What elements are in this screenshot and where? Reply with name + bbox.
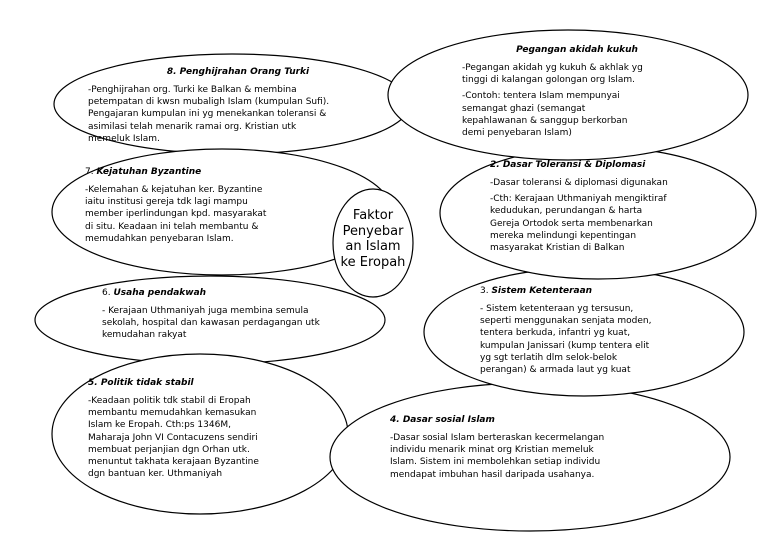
center-label: Faktor Penyebar an Islam ke Eropah bbox=[340, 208, 406, 270]
node-title: 2. Dasar Toleransi & Diplomasi bbox=[490, 160, 646, 170]
node-body: -Pegangan akidah yg kukuh & akhlak yg tinggi di kalangan golongan org Islam. bbox=[462, 63, 643, 86]
node-politik-tidak-stabil bbox=[88, 377, 318, 480]
node-body: -Dasar toleransi & diplomasi digunakan bbox=[490, 178, 668, 189]
node-title-text: Sistem Ketenteraan bbox=[491, 286, 593, 296]
node-title: 5. Politik tidak stabil bbox=[88, 378, 194, 388]
node-number: 3. bbox=[480, 286, 492, 296]
node-number: 7. bbox=[85, 167, 97, 177]
node-body: -Keadaan politik tdk stabil di Eropah membantu memudahkan kemasukan Islam ke Eropah. Cth:ps 1346M, Maharaja John VI Contacuzens sendiri membuat perjanjian dgn Orhan utk. menuntut takhata kerajaan Byzantine dgn bantuan ker. Uthmaniyah bbox=[88, 396, 259, 479]
node-body: - Kerajaan Uthmaniyah juga membina semula sekolah, hospital dan kawasan perdagangan utk kemudahan rakyat bbox=[102, 306, 320, 341]
node-title bbox=[480, 285, 710, 297]
node-sistem-ketenteraan bbox=[480, 285, 710, 376]
node-title: Pegangan akidah kukuh bbox=[516, 45, 638, 55]
node-title-text: Kejatuhan Byzantine bbox=[96, 167, 202, 177]
node-body: -Cth: Kerajaan Uthmaniyah mengiktiraf kedudukan, perundangan & harta Gereja Ortodok serta membenarkan mereka melindungi kepentingan masyarakat Kristian di Balkan bbox=[490, 194, 667, 253]
node-title: 4. Dasar sosial Islam bbox=[390, 415, 495, 425]
node-title bbox=[85, 166, 315, 178]
node-title: 8. Penghijrahan Orang Turki bbox=[166, 67, 310, 77]
node-title bbox=[102, 287, 372, 299]
node-kejatuhan-byzantine bbox=[85, 166, 315, 245]
node-penghijrahan-turki bbox=[88, 66, 388, 145]
node-body: -Penghijrahan org. Turki ke Balkan & membina petempatan di kwsn mubaligh Islam (kumpulan Sufi). Pengajaran kumpulan ini yg menekankan toleransi & asimilasi telah menarik ramai org. Kristian utk memeluk Islam. bbox=[88, 85, 330, 144]
node-body: - Sistem ketenteraan yg tersusun, seperti menggunakan senjata moden, tentera berkuda, infantri yg kuat, kumpulan Janissari (kump tentera elit yg sgt terlatih dlm selok-belok perangan) & armada laut yg kuat bbox=[480, 304, 652, 375]
node-body: -Contoh: tentera Islam mempunyai semangat ghazi (semangat kepahlawanan & sanggup berkorban demi penyebaran Islam) bbox=[462, 91, 628, 138]
node-title-text: Usaha pendakwah bbox=[113, 288, 207, 298]
node-usaha-pendakwah bbox=[102, 287, 372, 342]
node-number: 6. bbox=[102, 288, 114, 298]
node-body: -Dasar sosial Islam berteraskan kecermelangan individu menarik minat org Kristian memeluk Islam. Sistem ini membolehkan setiap individu mendapat imbuhan hasil daripada usahanya. bbox=[390, 433, 605, 480]
node-dasar-toleransi bbox=[490, 159, 730, 254]
node-pegangan-akidah bbox=[462, 44, 692, 139]
node-dasar-sosial bbox=[390, 414, 660, 481]
node-body: -Kelemahan & kejatuhan ker. Byzantine iaitu institusi gereja tdk lagi mampu member iperlindungan kpd. masyarakat di situ. Keadaan ini telah membantu & memudahkan penyebaran Islam. bbox=[85, 185, 267, 244]
